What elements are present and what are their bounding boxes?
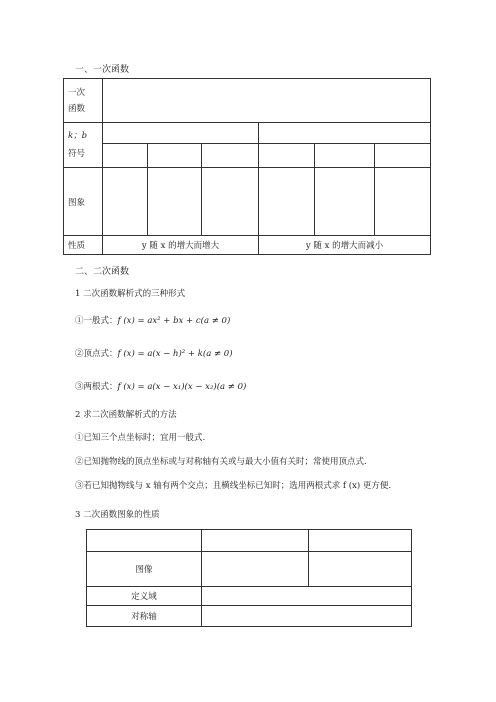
- cell: [309, 552, 412, 587]
- cell: [202, 144, 259, 168]
- label-line: 函数: [68, 103, 86, 114]
- row-domain-label: 定义域: [87, 587, 202, 606]
- cell: [103, 168, 148, 236]
- cell-linear-content: [103, 79, 431, 123]
- form-label: ②顶点式：: [75, 349, 118, 359]
- cell: [87, 530, 202, 552]
- cell-kb-right: [259, 123, 431, 144]
- method-2: ②已知抛物线的顶点坐标或与对称轴有关或与最大小值有关时；常使用顶点式.: [75, 457, 367, 467]
- cell: [202, 168, 259, 236]
- method-3: ③若已知抛物线与 x 轴有两个交点；且横线坐标已知时；选用两根式求 f (x) 更方便.: [75, 481, 392, 491]
- cell: [375, 168, 431, 236]
- cell: [148, 144, 202, 168]
- section1-heading: 一、一次函数: [75, 65, 130, 75]
- form-expression: f (x) = ax² + bx + c(a ≠ 0): [117, 316, 231, 326]
- cell: [202, 530, 309, 552]
- cell-decreasing: y 随 x 的增大而减小: [259, 236, 431, 255]
- form-label: ①一般式：: [75, 316, 118, 326]
- cell: [202, 552, 309, 587]
- cell: [202, 606, 412, 627]
- cell-kb-left: [103, 123, 259, 144]
- row-graph-label: 图像: [87, 552, 202, 587]
- subheading-properties: 3 二次函数图象的性质: [75, 510, 160, 520]
- subheading-forms: 1 二次函数解析式的三种形式: [75, 289, 186, 299]
- row-graph-label: 图象: [64, 168, 103, 236]
- cell: [315, 144, 375, 168]
- cell: [202, 587, 412, 606]
- row-linear-label: [64, 79, 103, 123]
- cell-increasing: y 随 x 的增大而增大: [103, 236, 259, 255]
- cell: [259, 168, 315, 236]
- form-expression: f (x) = a(x − x₁)(x − x₂)(a ≠ 0): [117, 382, 247, 392]
- cell: [259, 144, 315, 168]
- method-1: ①已知三个点坐标时；宜用一般式.: [75, 433, 206, 443]
- form-roots: [75, 380, 246, 392]
- cell: [103, 144, 148, 168]
- cell: [148, 168, 202, 236]
- form-expression: f (x) = a(x − h)² + k(a ≠ 0): [117, 349, 233, 359]
- cell: [309, 530, 412, 552]
- cell: [315, 168, 375, 236]
- label-line: k；b: [68, 131, 88, 141]
- quadratic-properties-table: [86, 529, 412, 627]
- label-line: 一次: [68, 87, 86, 98]
- form-general: [75, 314, 230, 326]
- linear-function-table: [63, 78, 431, 255]
- section2-heading: 二、二次函数: [75, 267, 130, 277]
- row-kb-label: [64, 123, 103, 168]
- row-property-label: 性质: [64, 236, 103, 255]
- subheading-methods: 2 求二次函数解析式的方法: [75, 410, 177, 420]
- row-axis-label: 对称轴: [87, 606, 202, 627]
- form-vertex: [75, 347, 233, 359]
- cell: [375, 144, 431, 168]
- label-line: 符号: [68, 149, 86, 159]
- form-label: ③两根式：: [75, 382, 118, 392]
